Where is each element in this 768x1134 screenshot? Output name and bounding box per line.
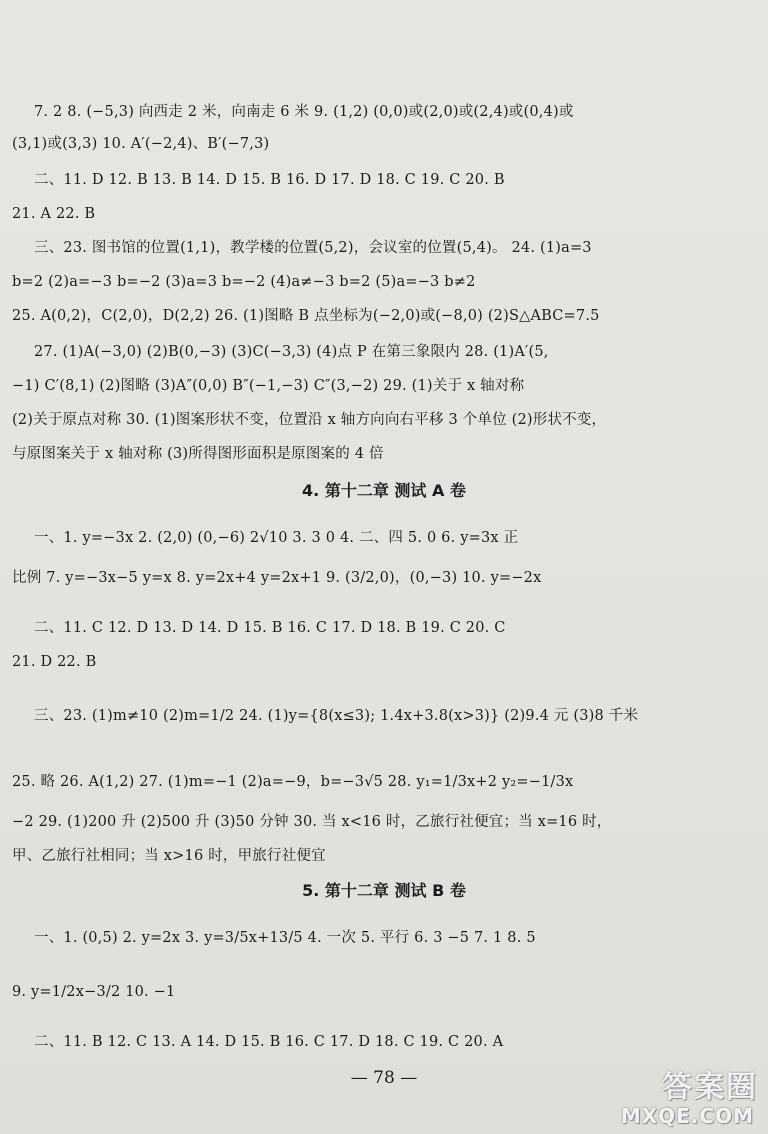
text-line-9: −1) C′(8,1) (2)图略 (3)A″(0,0) B″(−1,−3) C″(3,−2) 29. (1)关于 x 轴对称 (12, 378, 525, 394)
text-line-17: 25. 略 26. A(1,2) 27. (1)m=−1 (2)a=−9，b=−3√5 28. y₁=1/3x+2 y₂=−1/3x (12, 774, 574, 790)
text-line-18: −2 29. (1)200 升 (2)500 升 (3)50 分钟 30. 当 x<16 时，乙旅行社便宜；当 x=16 时， (12, 814, 612, 830)
section-heading-5: 5. 第十二章 测试 B 卷 (302, 881, 466, 900)
text-line-22: 二、11. B 12. C 13. A 14. D 15. B 16. C 17. D 18. C 19. C 20. A (34, 1034, 504, 1050)
text-line-6: b=2 (2)a=−3 b=−2 (3)a=3 b=−2 (4)a≠−3 b=2 (5)a=−3 b≠2 (12, 274, 476, 290)
text-line-12: 一、1. y=−3x 2. (2,0) (0,−6) 2√10 3. 3 0 4. 二、四 5. 0 6. y=3x 正 (34, 530, 519, 546)
text-line-8: 27. (1)A(−3,0) (2)B(0,−3) (3)C(−3,3) (4)点 P 在第三象限内 28. (1)A′(5, (34, 344, 549, 360)
text-line-16: 三、23. (1)m≠10 (2)m=1/2 24. (1)y={8(x≤3); 1.4x+3.8(x>3)} (2)9.4 元 (3)8 千米 (34, 708, 639, 724)
text-line-13: 比例 7. y=−3x−5 y=x 8. y=2x+4 y=2x+1 9. (3/2,0)，(0,−3) 10. y=−2x (12, 570, 542, 586)
text-line-14: 二、11. C 12. D 13. D 14. D 15. B 16. C 17. D 18. B 19. C 20. C (34, 620, 506, 636)
text-line-7: 25. A(0,2)，C(2,0)，D(2,2) 26. (1)图略 B 点坐标为(−2,0)或(−8,0) (2)S△ABC=7.5 (12, 308, 600, 324)
text-line-2: (3,1)或(3,3) 10. A′(−2,4)、B′(−7,3) (12, 136, 270, 152)
section-heading-4: 4. 第十二章 测试 A 卷 (302, 481, 466, 500)
page-number: — 78 — (350, 1068, 418, 1088)
text-line-19: 甲、乙旅行社相同；当 x>16 时，甲旅行社便宜 (12, 848, 326, 864)
watermark-logo (620, 1062, 762, 1128)
watermark-bottom-text: MXQE.COM (620, 1104, 754, 1128)
text-line-1: 7. 2 8. (−5,3) 向西走 2 米，向南走 6 米 9. (1,2) (0,0)或(2,0)或(2,4)或(0,4)或 (34, 104, 574, 120)
watermark-top-text: 答案圈 (662, 1070, 758, 1105)
text-line-10: (2)关于原点对称 30. (1)图案形状不变，位置沿 x 轴方向向右平移 3 个单位 (2)形状不变， (12, 412, 607, 428)
text-line-5: 三、23. 图书馆的位置(1,1)，教学楼的位置(5,2)，会议室的位置(5,4)。 24. (1)a=3 (34, 240, 592, 256)
text-line-21: 9. y=1/2x−3/2 10. −1 (12, 984, 176, 1000)
text-line-20: 一、1. (0,5) 2. y=2x 3. y=3/5x+13/5 4. 一次 5. 平行 6. 3 −5 7. 1 8. 5 (34, 930, 536, 946)
text-line-15: 21. D 22. B (12, 654, 97, 670)
text-line-3: 二、11. D 12. B 13. B 14. D 15. B 16. D 17. D 18. C 19. C 20. B (34, 172, 505, 188)
text-line-11: 与原图案关于 x 轴对称 (3)所得图形面积是原图案的 4 倍 (12, 446, 384, 462)
text-line-4: 21. A 22. B (12, 206, 96, 222)
